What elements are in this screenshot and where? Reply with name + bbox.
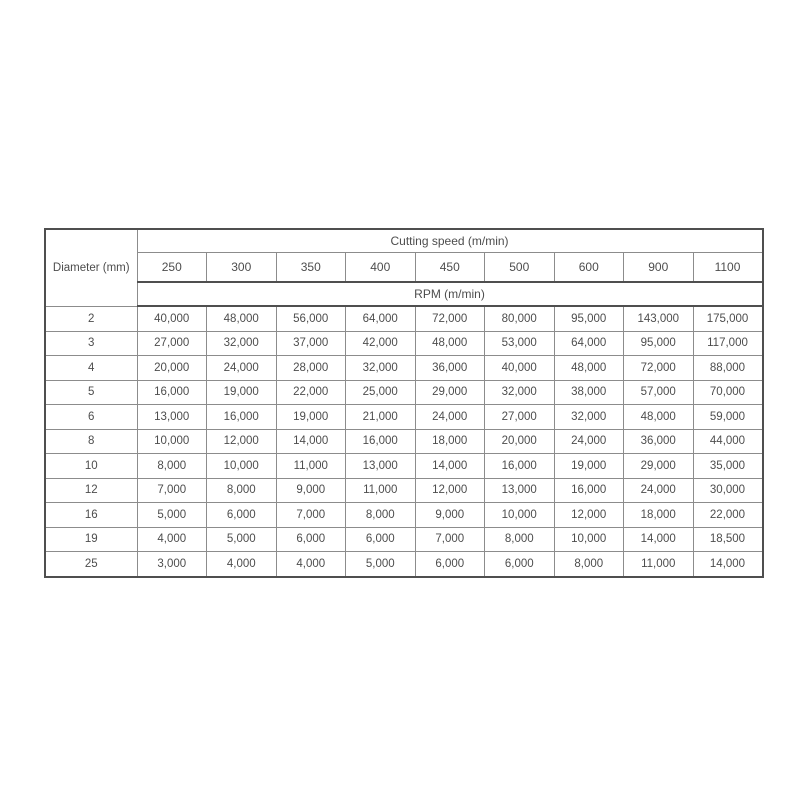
speed-column-header: 1100 xyxy=(693,253,763,283)
rpm-cell: 48,000 xyxy=(207,306,277,331)
rpm-cell: 37,000 xyxy=(276,331,346,356)
rpm-cell: 7,000 xyxy=(415,527,485,552)
rpm-cell: 9,000 xyxy=(276,478,346,503)
rpm-cell: 6,000 xyxy=(276,527,346,552)
table-row xyxy=(45,331,763,356)
speed-column-header: 900 xyxy=(624,253,694,283)
table-row xyxy=(45,503,763,528)
rpm-cell: 27,000 xyxy=(137,331,207,356)
rpm-cell: 16,000 xyxy=(137,380,207,405)
diameter-cell: 5 xyxy=(45,380,137,405)
rpm-cell: 20,000 xyxy=(485,429,555,454)
rpm-cell: 4,000 xyxy=(276,552,346,577)
rpm-cell: 13,000 xyxy=(485,478,555,503)
rpm-cell: 32,000 xyxy=(554,405,624,430)
rpm-cell: 10,000 xyxy=(485,503,555,528)
rpm-cell: 35,000 xyxy=(693,454,763,479)
rpm-cell: 8,000 xyxy=(346,503,416,528)
rpm-cell: 10,000 xyxy=(137,429,207,454)
rpm-cell: 16,000 xyxy=(554,478,624,503)
table-body xyxy=(45,306,763,577)
rpm-cell: 48,000 xyxy=(415,331,485,356)
table-row xyxy=(45,454,763,479)
rpm-cell: 6,000 xyxy=(346,527,416,552)
diameter-cell: 3 xyxy=(45,331,137,356)
rpm-cell: 8,000 xyxy=(485,527,555,552)
rpm-header: RPM (m/min) xyxy=(137,282,763,306)
rpm-cell: 117,000 xyxy=(693,331,763,356)
rpm-cell: 4,000 xyxy=(137,527,207,552)
rpm-cell: 19,000 xyxy=(554,454,624,479)
cutting-speed-rpm-table xyxy=(44,228,764,578)
cutting-speed-header: Cutting speed (m/min) xyxy=(137,229,763,253)
rpm-cell: 32,000 xyxy=(485,380,555,405)
table-row xyxy=(45,306,763,331)
rpm-cell: 53,000 xyxy=(485,331,555,356)
table-row xyxy=(45,478,763,503)
rpm-cell: 8,000 xyxy=(137,454,207,479)
rpm-cell: 80,000 xyxy=(485,306,555,331)
rpm-cell: 64,000 xyxy=(346,306,416,331)
rpm-cell: 42,000 xyxy=(346,331,416,356)
rpm-cell: 18,000 xyxy=(415,429,485,454)
rpm-cell: 19,000 xyxy=(276,405,346,430)
rpm-cell: 19,000 xyxy=(207,380,277,405)
speed-column-header: 450 xyxy=(415,253,485,283)
rpm-cell: 8,000 xyxy=(207,478,277,503)
speed-column-header: 350 xyxy=(276,253,346,283)
rpm-cell: 12,000 xyxy=(415,478,485,503)
rpm-cell: 16,000 xyxy=(346,429,416,454)
rpm-cell: 14,000 xyxy=(415,454,485,479)
table-row xyxy=(45,356,763,381)
rpm-cell: 13,000 xyxy=(346,454,416,479)
rpm-cell: 72,000 xyxy=(624,356,694,381)
rpm-cell: 14,000 xyxy=(624,527,694,552)
rpm-cell: 95,000 xyxy=(554,306,624,331)
rpm-cell: 48,000 xyxy=(624,405,694,430)
rpm-cell: 10,000 xyxy=(554,527,624,552)
header-row-group xyxy=(45,229,763,253)
rpm-cell: 38,000 xyxy=(554,380,624,405)
table-row xyxy=(45,405,763,430)
rpm-cell: 29,000 xyxy=(624,454,694,479)
rpm-cell: 48,000 xyxy=(554,356,624,381)
rpm-cell: 4,000 xyxy=(207,552,277,577)
rpm-cell: 36,000 xyxy=(415,356,485,381)
rpm-cell: 24,000 xyxy=(415,405,485,430)
table-row xyxy=(45,429,763,454)
speed-column-header: 500 xyxy=(485,253,555,283)
speed-column-header: 400 xyxy=(346,253,416,283)
diameter-cell: 2 xyxy=(45,306,137,331)
rpm-cell: 13,000 xyxy=(137,405,207,430)
rpm-cell: 57,000 xyxy=(624,380,694,405)
table-row xyxy=(45,380,763,405)
rpm-cell: 24,000 xyxy=(207,356,277,381)
rpm-cell: 9,000 xyxy=(415,503,485,528)
rpm-cell: 7,000 xyxy=(276,503,346,528)
rpm-cell: 6,000 xyxy=(485,552,555,577)
rpm-cell: 5,000 xyxy=(137,503,207,528)
rpm-cell: 56,000 xyxy=(276,306,346,331)
rpm-cell: 18,000 xyxy=(624,503,694,528)
rpm-cell: 44,000 xyxy=(693,429,763,454)
table-row xyxy=(45,527,763,552)
diameter-cell: 8 xyxy=(45,429,137,454)
diameter-cell: 6 xyxy=(45,405,137,430)
rpm-cell: 16,000 xyxy=(207,405,277,430)
rpm-cell: 21,000 xyxy=(346,405,416,430)
rpm-cell: 40,000 xyxy=(137,306,207,331)
rpm-cell: 10,000 xyxy=(207,454,277,479)
rpm-cell: 12,000 xyxy=(554,503,624,528)
diameter-cell: 12 xyxy=(45,478,137,503)
rpm-cell: 30,000 xyxy=(693,478,763,503)
rpm-cell: 6,000 xyxy=(415,552,485,577)
rpm-cell: 64,000 xyxy=(554,331,624,356)
rpm-cell: 5,000 xyxy=(346,552,416,577)
rpm-cell: 7,000 xyxy=(137,478,207,503)
rpm-cell: 22,000 xyxy=(276,380,346,405)
rpm-cell: 32,000 xyxy=(207,331,277,356)
speed-column-header: 250 xyxy=(137,253,207,283)
rpm-cell: 25,000 xyxy=(346,380,416,405)
rpm-cell: 175,000 xyxy=(693,306,763,331)
header-row-sub xyxy=(45,282,763,306)
diameter-cell: 4 xyxy=(45,356,137,381)
rpm-cell: 3,000 xyxy=(137,552,207,577)
diameter-header: Diameter (mm) xyxy=(45,229,137,306)
rpm-cell: 36,000 xyxy=(624,429,694,454)
rpm-cell: 18,500 xyxy=(693,527,763,552)
rpm-cell: 70,000 xyxy=(693,380,763,405)
rpm-cell: 16,000 xyxy=(485,454,555,479)
rpm-cell: 72,000 xyxy=(415,306,485,331)
rpm-cell: 5,000 xyxy=(207,527,277,552)
rpm-cell: 12,000 xyxy=(207,429,277,454)
table-row xyxy=(45,552,763,577)
rpm-cell: 28,000 xyxy=(276,356,346,381)
diameter-cell: 16 xyxy=(45,503,137,528)
rpm-cell: 20,000 xyxy=(137,356,207,381)
speed-column-header: 600 xyxy=(554,253,624,283)
rpm-cell: 11,000 xyxy=(346,478,416,503)
rpm-cell: 14,000 xyxy=(276,429,346,454)
rpm-cell: 14,000 xyxy=(693,552,763,577)
rpm-cell: 27,000 xyxy=(485,405,555,430)
rpm-cell: 29,000 xyxy=(415,380,485,405)
rpm-cell: 24,000 xyxy=(554,429,624,454)
rpm-cell: 143,000 xyxy=(624,306,694,331)
rpm-cell: 32,000 xyxy=(346,356,416,381)
rpm-cell: 88,000 xyxy=(693,356,763,381)
diameter-cell: 25 xyxy=(45,552,137,577)
rpm-cell: 24,000 xyxy=(624,478,694,503)
rpm-cell: 8,000 xyxy=(554,552,624,577)
rpm-cell: 22,000 xyxy=(693,503,763,528)
diameter-cell: 10 xyxy=(45,454,137,479)
rpm-cell: 59,000 xyxy=(693,405,763,430)
speed-column-header: 300 xyxy=(207,253,277,283)
rpm-cell: 95,000 xyxy=(624,331,694,356)
header-row-speeds xyxy=(45,253,763,283)
rpm-cell: 6,000 xyxy=(207,503,277,528)
rpm-cell: 11,000 xyxy=(624,552,694,577)
rpm-cell: 40,000 xyxy=(485,356,555,381)
rpm-cell: 11,000 xyxy=(276,454,346,479)
diameter-cell: 19 xyxy=(45,527,137,552)
